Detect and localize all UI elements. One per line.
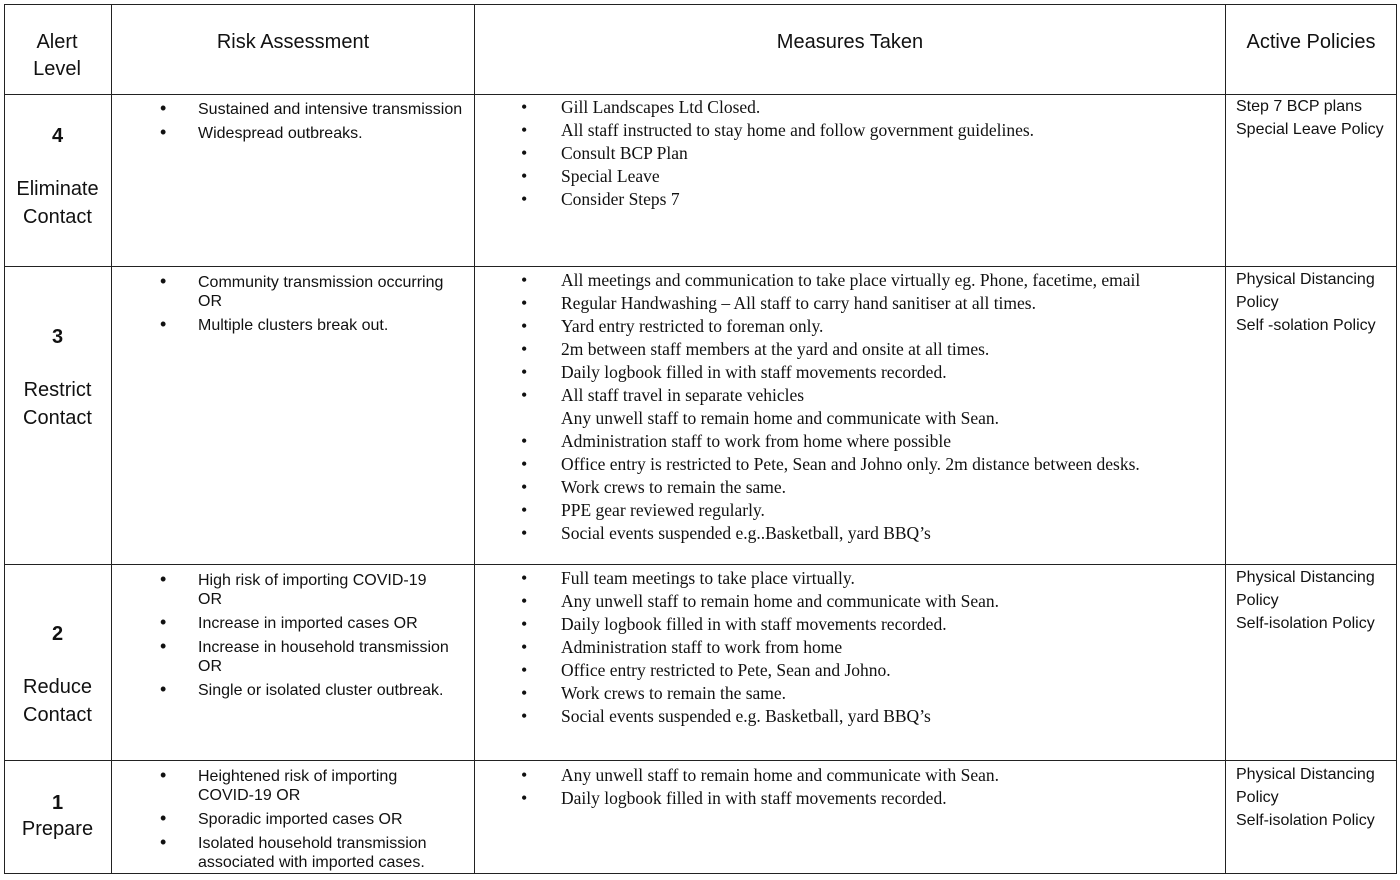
- level-name: Restrict: [23, 379, 92, 401]
- policy-item: Physical Distancing Policy: [1236, 766, 1375, 806]
- measure-item: • All meetings and communication to take place virtually eg. Phone, facetime, email: [515, 269, 1220, 292]
- risk-list: [150, 273, 470, 340]
- measure-item: • Office entry restricted to Pete, Sean and Johno.: [515, 659, 1220, 682]
- row-divider: [4, 760, 1396, 761]
- level-number: 1: [51, 792, 64, 814]
- measure-item: • Daily logbook filled in with staff movements recorded.: [515, 613, 1220, 636]
- risk-item: • Sporadic imported cases OR: [150, 810, 470, 829]
- measure-item: • Special Leave: [515, 165, 1220, 188]
- risk-item: • Community transmission occurring OR: [150, 273, 470, 311]
- risk-list: [150, 100, 470, 148]
- risk-list: [150, 571, 470, 705]
- alert-level-cell: [4, 792, 111, 843]
- measure-item: • Gill Landscapes Ltd Closed.: [515, 96, 1220, 119]
- measure-item: Any unwell staff to remain home and communicate with Sean.: [561, 408, 1000, 428]
- alert-level-cell: [4, 125, 111, 231]
- policies-cell: [1236, 763, 1396, 832]
- level-name: Reduce: [23, 676, 92, 698]
- level-number: 2: [51, 623, 64, 645]
- measure-item: • Full team meetings to take place virtually.: [515, 567, 1220, 590]
- risk-item: • Isolated household transmission associated with imported cases.: [150, 834, 468, 872]
- column-divider: [111, 4, 112, 874]
- level-number: 3: [51, 326, 64, 348]
- risk-item: • Increase in household transmission OR: [150, 638, 468, 676]
- measure-item: • Administration staff to work from home: [515, 636, 1220, 659]
- policies-cell: [1236, 268, 1396, 337]
- risk-item: • Widespread outbreaks.: [150, 124, 470, 143]
- policy-item: Self-isolation Policy: [1236, 812, 1375, 829]
- measure-item: • Social events suspended e.g..Basketball, yard BBQ’s: [515, 522, 1220, 545]
- header-active-policies: Active Policies: [1246, 31, 1376, 53]
- column-divider: [1225, 4, 1226, 874]
- column-divider: [474, 4, 475, 874]
- policy-item: Special Leave Policy: [1236, 121, 1384, 138]
- measure-item: • Work crews to remain the same.: [515, 476, 1220, 499]
- measures-list: [515, 764, 1220, 810]
- level-name: Contact: [23, 704, 92, 726]
- level-name: Eliminate: [16, 178, 99, 200]
- measure-item: • Any unwell staff to remain home and communicate with Sean.: [515, 590, 1220, 613]
- risk-list: [150, 767, 470, 877]
- measures-list: [515, 96, 1220, 211]
- policy-item: Physical Distancing Policy: [1236, 271, 1375, 311]
- level-number: 4: [51, 125, 64, 147]
- table-border-right: [1396, 4, 1397, 874]
- level-name: Contact: [23, 206, 92, 228]
- policy-item: Self -solation Policy: [1236, 317, 1376, 334]
- risk-item: • Multiple clusters break out.: [150, 316, 470, 335]
- risk-item: • Sustained and intensive transmission: [150, 100, 470, 119]
- risk-item: • Increase in imported cases OR: [150, 614, 470, 633]
- measure-item: • Social events suspended e.g. Basketball, yard BBQ’s: [515, 705, 1220, 728]
- measure-item: • Any unwell staff to remain home and communicate with Sean.: [515, 764, 1220, 787]
- risk-item: • Single or isolated cluster outbreak.: [150, 681, 470, 700]
- measure-item: • All staff instructed to stay home and follow government guidelines.: [515, 119, 1220, 142]
- row-divider: [4, 94, 1396, 95]
- measure-item: • PPE gear reviewed regularly.: [515, 499, 1220, 522]
- level-name: Contact: [23, 407, 92, 429]
- measure-item: • Daily logbook filled in with staff movements recorded.: [515, 361, 1220, 384]
- measure-item: • Work crews to remain the same.: [515, 682, 1220, 705]
- row-divider: [4, 564, 1396, 565]
- policy-item: Step 7 BCP plans: [1236, 98, 1363, 115]
- measure-item: • Regular Handwashing – All staff to carry hand sanitiser at all times.: [515, 292, 1220, 315]
- measure-item: • 2m between staff members at the yard and onsite at all times.: [515, 338, 1220, 361]
- measure-item: • Yard entry restricted to foreman only.: [515, 315, 1220, 338]
- policies-cell: [1236, 95, 1396, 141]
- alert-level-cell: [4, 326, 111, 432]
- policy-item: Self-isolation Policy: [1236, 615, 1375, 632]
- measure-item: • Office entry is restricted to Pete, Sean and Johno only. 2m distance between desks.: [515, 453, 1171, 476]
- measure-item: • All staff travel in separate vehicles: [515, 384, 1220, 407]
- table-border-top: [4, 4, 1396, 5]
- policy-item: Physical Distancing Policy: [1236, 569, 1375, 609]
- level-name: Prepare: [21, 818, 94, 840]
- measures-list: [515, 269, 1220, 545]
- header-alert-level: Alert Level: [33, 31, 81, 80]
- alert-level-cell: [4, 623, 111, 729]
- policies-cell: [1236, 566, 1396, 635]
- header-measures-taken: Measures Taken: [776, 31, 924, 53]
- measures-list: [515, 567, 1220, 728]
- risk-item: • Heightened risk of importing COVID-19 OR: [150, 767, 438, 805]
- measure-item: • Daily logbook filled in with staff movements recorded.: [515, 787, 1220, 810]
- measure-item: • Consult BCP Plan: [515, 142, 1220, 165]
- risk-item: • High risk of importing COVID-19 OR: [150, 571, 443, 609]
- header-risk-assessment: Risk Assessment: [216, 31, 370, 53]
- measure-item: • Consider Steps 7: [515, 188, 1220, 211]
- row-divider: [4, 266, 1396, 267]
- measure-item: • Administration staff to work from home where possible: [515, 430, 1220, 453]
